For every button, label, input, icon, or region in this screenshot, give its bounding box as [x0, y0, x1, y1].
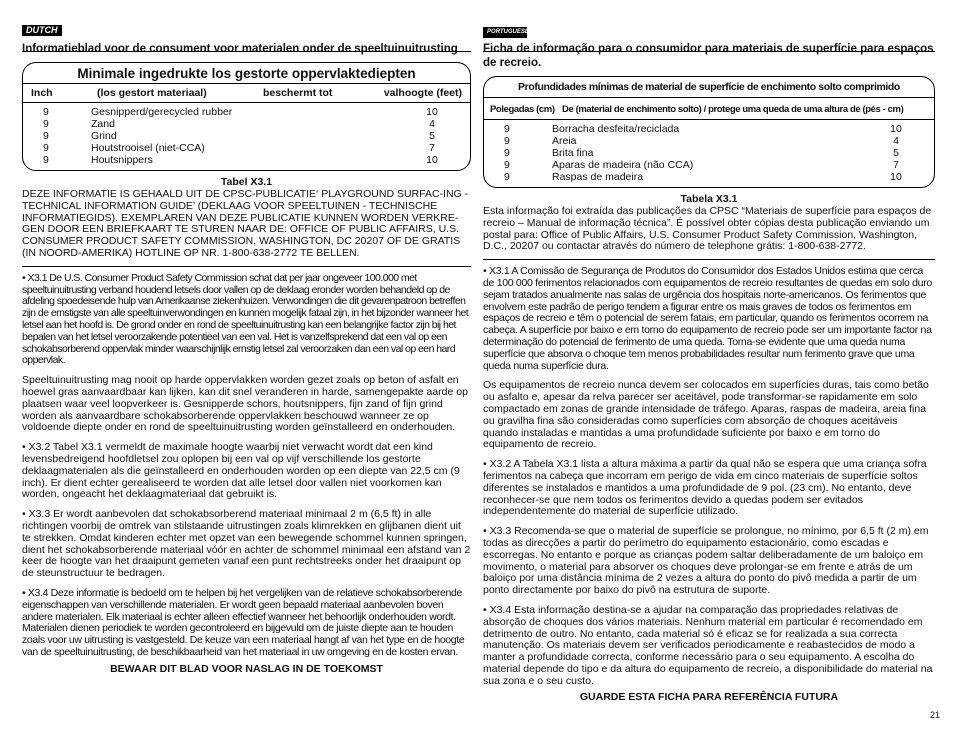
paragraph-x3-1: • X3.1 A Comissão de Segurança de Produtos do Consumidor dos Estados Unidos estima que cerca de 100 000 ferimentos relacionados com equipamentos de recreio resultantes de quedas em solo duro sejam tratados anualmente nas salas de urgência dos hospitais norte-americanos. Os ferimentos que envolvem este padrão de perigo tendem a figurar entre os mais graves de todos os ferimentos em espaços de recreio e têm o potencial de serem fatais, em particular, quando os ferimentos ocorrem na cabeça. A superfície por baixo e em torno do equipamento de recreio pode ser um importante factor na determinação do potencial de ferimento de uma queda. Torna-se evidente que uma queda numa superfície que absorva o choque tem menos probabilidades resultar num ferimento grave que uma queda numa superfície dura. — [483, 265, 932, 372]
table-body — [484, 120, 934, 183]
cell-depth: 9 — [43, 142, 49, 154]
table-row — [23, 106, 470, 118]
portuguese-column — [483, 20, 935, 703]
paragraph-x3-2: • X3.2 Tabel X3.1 vermeldt de maximale hoogte waarbij niet verwacht wordt dat een kind levensbedreigend hoofdletsel zou oplopen bij een val op vijf verschillende los gestorte deklaagmaterialen als die geïnstalleerd en onderhouden worden op een diepte van 22,5 cm (9 inch). Er dient echter gerealiseerd te worden dat alle letsel door vallen niet voorkomen kan worden, ongeacht het deklaagmateriaal dat gebruikt is. — [22, 441, 460, 501]
cell-material: Raspas de madeira — [552, 171, 644, 183]
divider — [483, 259, 935, 260]
cell-material: Areia — [552, 135, 577, 147]
cell-height: 7 — [429, 142, 435, 154]
header-inch: Inch — [31, 87, 53, 99]
table-caption: Tabel X3.1 — [220, 176, 273, 188]
table-row — [484, 171, 934, 183]
cell-material: Houtstrooisel (niet-CCA) — [91, 142, 205, 154]
sheet-title: Ficha de informação para o consumidor para materiais de superfície para espaços de recreio. — [483, 43, 934, 69]
paragraph-x3-3: • X3.3 Recomenda-se que o material de superfície se prolongue, no mínimo, por 6,5 ft (2 m) em todas as direcções a partir do perímetro do equipamento estacionário, como escadas e escorregas. No entanto e porque as crianças podem saltar deliberadamente de um baloiço em movimento, o material para absorver os choques deve prolongar-se em frente e atrás de um baloiço por uma distância mínima de 2 vezes a altura do ponto do pivô medida a partir de um ponto directamente por baixo do pivô na estrutura de suporte. — [483, 525, 929, 597]
header-fall-height: valhoogte (feet) — [383, 87, 462, 99]
cell-height: 10 — [890, 171, 902, 183]
depth-table-box — [483, 76, 935, 188]
paragraph-x3-4: • X3.4 Esta informação destina-se a ajudar na comparação das propriedades relativas de absorção de choques dos vários materiais. Nenhum material em particular é recomendado em detrimento de outro. No entanto, cada material só é eficaz se for realizada a sua correcta manutenção. Os materiais devem ser verificados periodicamente e reabastecidos de modo a manter a profundidade correcta, conforme necessário para o seu equipamento. A escolha do material depende do tipo e da altura do equipamento de recreio, a disponibilidade do material na sua zona e o seu custo. — [483, 603, 933, 687]
table-title: Minimale ingedrukte los gestorte oppervlaktediepten — [23, 63, 470, 84]
cell-material: Houtsnippers — [91, 154, 153, 166]
page-number: 21 — [929, 710, 940, 720]
cell-depth: 9 — [504, 123, 510, 135]
paragraph-x3-4: • X3.4 Deze informatie is bedoeld om te helpen bij het vergelijken van de relatieve schokabsorberende eigenschappen van verschillende materialen. Er wordt geen bepaald materiaal aanbevolen boven andere materialen. Elk materiaal is echter alleen effectief wanneer het behoorlijk onderhouden wordt. Materialen dienen periodiek te worden gecontroleerd en bijgevuld om de juiste diepte aan te houden zoals voor uw uitrusting is vastgesteld. De keuze van een materiaal hangt af van het type en de hoogte van de speeltuinuitrusting, de beschikbaarheid van het materiaal in uw omgeving en de kosten ervan. — [22, 586, 465, 658]
paragraph-x3-2: • X3.2 A Tabela X3.1 lista a altura máxima a partir da qual não se espera que uma criança sofra ferimentos na cabeça que incorram em perigo de vida em cinco materiais de superfície soltos diferentes se instalados e mantidos a uma profundidade de 9 pol. (23 cm). No entanto, deve reconhecer-se que nem todos os ferimentos devido a quedas podem ser evitados independentemente do material de superfície utilizado. — [483, 458, 927, 518]
table-row — [484, 147, 934, 159]
language-tag: DUTCH — [22, 25, 62, 36]
source-notice: Esta informação foi extraída das publicações da CPSC “Materiais de superfície para espaços de recreio – Manual de informação técnica”. É possível obter cópias desta publicação enviando um postal para: Office of Public Affairs, U.S. Consumer Product Safety Commission, Washington, D.C., 20207 ou contactar através do número de telephone grátis: 1-800-638-2772. — [483, 205, 932, 253]
source-notice: DEZE INFORMATIE IS GEHAALD UIT DE CPSC-PUBLICATIE‘ PLAYGROUND SURFAC-ING - TECHNICAL INFORMATION GUIDE’ (DEKLAAG VOOR SPEELTUINEN - TECHNISCHE INFORMATIEGIDS). EXEMPLAREN VAN DEZE PUBLICATIE KUNNEN WORDEN VERKRE-GEN DOOR EEN BRIEFKAART TE STUREN NAAR DE: OFFICE OF PUBLIC AFFAIRS, U.S. CONSUMER PRODUCT SAFETY COMMISSION, WASHINGTON, DC 20207 OF DE GRATIS (IN NOORD-AMERIKA) HOTLINE OP NR. 1-800-638-2772 TE BELLEN. — [22, 188, 469, 259]
cell-material: Brita fina — [552, 147, 594, 159]
table-row — [23, 154, 470, 166]
cell-depth: 9 — [43, 118, 49, 130]
cell-height: 5 — [429, 130, 435, 142]
cell-depth: 9 — [504, 135, 510, 147]
keep-sheet-footer: BEWAAR DIT BLAD VOOR NASLAG IN DE TOEKOMST — [110, 662, 383, 675]
cell-material: Gesnipperd/gerecycled rubber — [91, 106, 233, 118]
cell-height: 4 — [893, 135, 899, 147]
table-row — [23, 118, 470, 130]
header-material: (los gestort materiaal) — [97, 87, 207, 99]
depth-table-box — [22, 62, 471, 171]
header-material-fall: De (material de enchimento solto) / protege uma queda de uma altura de (pés - cm) — [562, 104, 904, 115]
cell-height: 10 — [890, 123, 902, 135]
table-row — [23, 142, 470, 154]
sheet-title: Informatieblad voor de consument voor materialen onder de speeltuinuitrusting — [22, 43, 458, 55]
cell-depth: 9 — [504, 159, 510, 171]
header-rule — [483, 51, 935, 52]
paragraph-x3-3: • X3.3 Er wordt aanbevolen dat schokabsorberend materiaal minimaal 2 m (6,5 ft) in alle richtingen voorbij de omtrek van stilstaande uitrustingen zoals klimrekken en glijbanen dient uit te strekken. Omdat kinderen echter met opzet van een bewegende schommel kunnen springen, dient het schokabsorberende materiaal vóór en achter de schommel minimaal een afstand van 2 keer de hoogte van het draaipunt gemeten vanaf een punt rechtstreeks onder het draaipunt op de steunstructuur te bedragen. — [22, 508, 471, 580]
keep-sheet-footer: GUARDE ESTA FICHA PARA REFERÊNCIA FUTURA — [579, 691, 839, 704]
language-tag: PORTUGUESE — [483, 27, 527, 38]
cell-material: Zand — [91, 118, 115, 130]
cell-height: 5 — [893, 147, 899, 159]
cell-depth: 9 — [504, 147, 510, 159]
table-header-row — [23, 84, 470, 103]
cell-depth: 9 — [43, 106, 49, 118]
table-row — [484, 123, 934, 135]
table-body — [23, 103, 470, 166]
table-title: Profundidades mínimas de material de superfície de enchimento solto comprimido — [484, 77, 934, 98]
table-row — [23, 130, 470, 142]
table-row — [484, 159, 934, 171]
paragraph-surfaces: Speeltuinuitrusting mag nooit op harde oppervlakken worden gezet zoals op beton of asfalt en hoewel gras aanvaardbaar kan lijken, kan dit snel veranderen in harde, samengepakte aarde op plaatsen waar veel loopverkeer is. Gesnipperde schors, houtsnippers, fijn zand of fijn grind worden als aanvaardbare schokabsorberende oppervlakken beschouwd wanneer ze op voldoende diepte onder en rond de speeltuinuitrusting worden geïnstalleerd en onderhouden. — [22, 374, 468, 434]
table-row — [484, 135, 934, 147]
dutch-column — [22, 20, 471, 675]
cell-material: Grind — [91, 130, 117, 142]
paragraph-surfaces: Os equipamentos de recreio nunca devem ser colocados em superfícies duras, tais como betão ou asfalto e, apesar da relva parecer ser aceitável, pode transformar-se rapidamente em solo compactado em zonas de grande intensidade de tráfego. Aparas, raspas de madeira, areia fina ou gravilha fina são consideradas como superfícies com absorção de choques aceitáveis quando instaladas e mantidas a uma profundidade suficiente por baixo e em torno do equipamento de recreio. — [483, 379, 929, 451]
cell-material: Borracha desfeita/reciclada — [552, 123, 680, 135]
paragraph-x3-1: • X3.1 De U.S. Consumer Product Safety Commission schat dat per jaar ongeveer 100.000 met speeltuinuitrusting verband houdend letsels door vallen op de deklaag eronder worden behandeld op de afdeling spoedeisende hulp van Amerikaanse ziekenhuizen. Verwondingen die dit gevarenpatroon betreffen zijn de ernstigste van alle speeltuinverwondingen en kunnen mogelijk fataal zijn, in het bijzonder wanneer het letsel aan het hoofd is. De grond onder en rond de speeltuinuitrusting kan een belangrijke factor zijn bij het bepalen van het letsel veroorzakende potentieel van een val. Het is vanzelfsprekend dat een val op een schokabsorberend oppervlak minder waarschijnlijk ernstig letsel zal veroorzaken dan een val op een hard oppervlak. — [22, 271, 469, 367]
header-inches: Polegadas (cm) — [490, 104, 555, 115]
header-rule — [22, 51, 471, 52]
divider — [22, 266, 471, 267]
header-protects: beschermt tot — [263, 87, 333, 99]
cell-height: 7 — [893, 159, 899, 171]
cell-height: 10 — [426, 106, 438, 118]
cell-material: Aparas de madeira (não CCA) — [552, 159, 694, 171]
cell-depth: 9 — [43, 154, 49, 166]
cell-height: 4 — [429, 118, 435, 130]
cell-depth: 9 — [43, 130, 49, 142]
cell-height: 10 — [426, 154, 438, 166]
table-caption: Tabela X3.1 — [680, 193, 738, 205]
cell-depth: 9 — [504, 171, 510, 183]
table-header-row — [484, 98, 934, 120]
